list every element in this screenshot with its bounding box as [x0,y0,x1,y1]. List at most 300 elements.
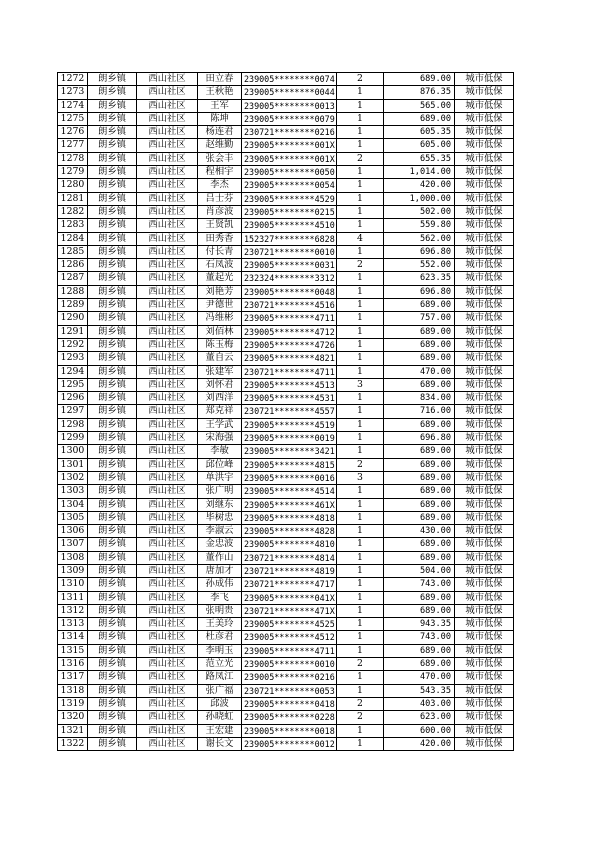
community-cell: 西山社区 [137,644,198,657]
name-cell: 王学武 [198,418,242,431]
amount-cell: 600.00 [384,724,455,737]
table-row [58,73,514,86]
id-number-cell: 152327********6828 [242,232,337,245]
id-number-cell: 230721********471X [242,604,337,617]
amount-cell: 696.80 [384,245,455,258]
household-size-cell: 1 [337,551,384,564]
table-row [58,179,514,192]
table-row [58,365,514,378]
amount-cell: 943.35 [384,618,455,631]
table-row [58,299,514,312]
category-cell: 城市低保 [455,684,514,697]
id-number-cell: 239005********4531 [242,392,337,405]
community-cell: 西山社区 [137,205,198,218]
town-cell: 朗乡镇 [88,432,137,445]
category-cell: 城市低保 [455,205,514,218]
town-cell: 朗乡镇 [88,578,137,591]
community-cell: 西山社区 [137,365,198,378]
category-cell: 城市低保 [455,711,514,724]
household-size-cell: 1 [337,272,384,285]
table-row [58,245,514,258]
town-cell: 朗乡镇 [88,205,137,218]
category-cell: 城市低保 [455,365,514,378]
name-cell: 刘怀君 [198,378,242,391]
row-number-cell: 1306 [58,525,88,538]
id-number-cell: 230721********4516 [242,299,337,312]
household-size-cell: 2 [337,259,384,272]
id-number-cell: 239005********4712 [242,325,337,338]
town-cell: 朗乡镇 [88,272,137,285]
household-size-cell: 1 [337,485,384,498]
name-cell: 董自云 [198,352,242,365]
name-cell: 尹德世 [198,299,242,312]
id-number-cell: 239005********3421 [242,445,337,458]
row-number-cell: 1283 [58,219,88,232]
table-row [58,471,514,484]
row-number-cell: 1302 [58,471,88,484]
amount-cell: 689.00 [384,538,455,551]
town-cell: 朗乡镇 [88,338,137,351]
community-cell: 西山社区 [137,432,198,445]
community-cell: 西山社区 [137,299,198,312]
category-cell: 城市低保 [455,352,514,365]
table-row [58,631,514,644]
category-cell: 城市低保 [455,432,514,445]
table-row [58,312,514,325]
amount-cell: 403.00 [384,697,455,710]
town-cell: 朗乡镇 [88,618,137,631]
id-number-cell: 239005********4815 [242,458,337,471]
row-number-cell: 1317 [58,671,88,684]
household-size-cell: 1 [337,86,384,99]
row-number-cell: 1322 [58,737,88,750]
category-cell: 城市低保 [455,73,514,86]
name-cell: 范立光 [198,658,242,671]
table-row [58,405,514,418]
household-size-cell: 3 [337,378,384,391]
row-number-cell: 1273 [58,86,88,99]
household-size-cell: 2 [337,711,384,724]
id-number-cell: 239005********4828 [242,525,337,538]
household-size-cell: 1 [337,405,384,418]
amount-cell: 689.00 [384,73,455,86]
id-number-cell: 239005********0018 [242,724,337,737]
row-number-cell: 1285 [58,245,88,258]
household-size-cell: 2 [337,458,384,471]
household-size-cell: 1 [337,126,384,139]
community-cell: 西山社区 [137,538,198,551]
row-number-cell: 1303 [58,485,88,498]
table-row [58,511,514,524]
category-cell: 城市低保 [455,126,514,139]
town-cell: 朗乡镇 [88,299,137,312]
category-cell: 城市低保 [455,139,514,152]
category-cell: 城市低保 [455,511,514,524]
id-number-cell: 239005********4711 [242,312,337,325]
id-number-cell: 230721********0216 [242,126,337,139]
amount-cell: 834.00 [384,392,455,405]
amount-cell: 689.00 [384,511,455,524]
row-number-cell: 1297 [58,405,88,418]
community-cell: 西山社区 [137,166,198,179]
town-cell: 朗乡镇 [88,604,137,617]
category-cell: 城市低保 [455,418,514,431]
row-number-cell: 1298 [58,418,88,431]
table-row [58,737,514,750]
town-cell: 朗乡镇 [88,285,137,298]
amount-cell: 876.35 [384,86,455,99]
town-cell: 朗乡镇 [88,724,137,737]
town-cell: 朗乡镇 [88,73,137,86]
id-number-cell: 230721********4717 [242,578,337,591]
town-cell: 朗乡镇 [88,325,137,338]
name-cell: 冯维彬 [198,312,242,325]
name-cell: 刘西洋 [198,392,242,405]
table-row [58,432,514,445]
town-cell: 朗乡镇 [88,711,137,724]
household-size-cell: 1 [337,325,384,338]
id-number-cell: 239005********0013 [242,99,337,112]
category-cell: 城市低保 [455,697,514,710]
id-number-cell: 239005********4512 [242,631,337,644]
community-cell: 西山社区 [137,551,198,564]
name-cell: 张会丰 [198,152,242,165]
name-cell: 张广明 [198,485,242,498]
community-cell: 西山社区 [137,99,198,112]
row-number-cell: 1287 [58,272,88,285]
category-cell: 城市低保 [455,604,514,617]
household-size-cell: 1 [337,631,384,644]
household-size-cell: 1 [337,285,384,298]
town-cell: 朗乡镇 [88,152,137,165]
amount-cell: 689.00 [384,458,455,471]
row-number-cell: 1305 [58,511,88,524]
table-row [58,232,514,245]
name-cell: 杨连君 [198,126,242,139]
name-cell: 田立春 [198,73,242,86]
table-row [58,166,514,179]
name-cell: 李敏 [198,445,242,458]
category-cell: 城市低保 [455,658,514,671]
amount-cell: 743.00 [384,578,455,591]
table-row [58,578,514,591]
household-size-cell: 1 [337,604,384,617]
household-size-cell: 1 [337,498,384,511]
town-cell: 朗乡镇 [88,232,137,245]
town-cell: 朗乡镇 [88,99,137,112]
name-cell: 路凤江 [198,671,242,684]
table-row [58,86,514,99]
town-cell: 朗乡镇 [88,538,137,551]
community-cell: 西山社区 [137,245,198,258]
category-cell: 城市低保 [455,458,514,471]
town-cell: 朗乡镇 [88,458,137,471]
id-number-cell: 239005********0010 [242,658,337,671]
community-cell: 西山社区 [137,737,198,750]
category-cell: 城市低保 [455,445,514,458]
row-number-cell: 1318 [58,684,88,697]
name-cell: 单洪宇 [198,471,242,484]
name-cell: 赵维勤 [198,139,242,152]
town-cell: 朗乡镇 [88,166,137,179]
row-number-cell: 1275 [58,112,88,125]
category-cell: 城市低保 [455,338,514,351]
household-size-cell: 4 [337,232,384,245]
row-number-cell: 1274 [58,99,88,112]
amount-cell: 689.00 [384,604,455,617]
community-cell: 西山社区 [137,671,198,684]
category-cell: 城市低保 [455,551,514,564]
category-cell: 城市低保 [455,405,514,418]
town-cell: 朗乡镇 [88,112,137,125]
table-row [58,591,514,604]
id-number-cell: 239005********0228 [242,711,337,724]
id-number-cell: 239005********4519 [242,418,337,431]
table-row [58,392,514,405]
table-row [58,711,514,724]
amount-cell: 689.00 [384,644,455,657]
row-number-cell: 1311 [58,591,88,604]
id-number-cell: 239005********4821 [242,352,337,365]
community-cell: 西山社区 [137,618,198,631]
table-row [58,205,514,218]
community-cell: 西山社区 [137,126,198,139]
name-cell: 肖彦波 [198,205,242,218]
row-number-cell: 1299 [58,432,88,445]
amount-cell: 420.00 [384,737,455,750]
table-row [58,445,514,458]
amount-cell: 623.00 [384,711,455,724]
town-cell: 朗乡镇 [88,259,137,272]
name-cell: 田秀香 [198,232,242,245]
amount-cell: 689.00 [384,498,455,511]
household-size-cell: 1 [337,245,384,258]
household-size-cell: 3 [337,471,384,484]
amount-cell: 562.00 [384,232,455,245]
category-cell: 城市低保 [455,671,514,684]
id-number-cell: 232324********3312 [242,272,337,285]
town-cell: 朗乡镇 [88,591,137,604]
community-cell: 西山社区 [137,471,198,484]
town-cell: 朗乡镇 [88,405,137,418]
town-cell: 朗乡镇 [88,245,137,258]
community-cell: 西山社区 [137,73,198,86]
table-row [58,152,514,165]
name-cell: 孙晓虹 [198,711,242,724]
name-cell: 李飞 [198,591,242,604]
amount-cell: 470.00 [384,671,455,684]
amount-cell: 559.80 [384,219,455,232]
row-number-cell: 1315 [58,644,88,657]
id-number-cell: 230721********4711 [242,365,337,378]
household-size-cell: 1 [337,338,384,351]
community-cell: 西山社区 [137,684,198,697]
table-row [58,485,514,498]
id-number-cell: 239005********0074 [242,73,337,86]
category-cell: 城市低保 [455,219,514,232]
table-row [58,272,514,285]
community-cell: 西山社区 [137,86,198,99]
id-number-cell: 239005********4513 [242,378,337,391]
id-number-cell: 239005********4510 [242,219,337,232]
amount-cell: 689.00 [384,591,455,604]
amount-cell: 470.00 [384,365,455,378]
community-cell: 西山社区 [137,392,198,405]
amount-cell: 504.00 [384,564,455,577]
row-number-cell: 1314 [58,631,88,644]
household-size-cell: 2 [337,73,384,86]
name-cell: 李淑云 [198,525,242,538]
id-number-cell: 239005********0215 [242,205,337,218]
town-cell: 朗乡镇 [88,219,137,232]
household-size-cell: 1 [337,352,384,365]
table-row [58,697,514,710]
name-cell: 宋海强 [198,432,242,445]
town-cell: 朗乡镇 [88,365,137,378]
town-cell: 朗乡镇 [88,418,137,431]
table-row [58,458,514,471]
household-size-cell: 1 [337,139,384,152]
id-number-cell: 239005********0012 [242,737,337,750]
name-cell: 李明玉 [198,644,242,657]
community-cell: 西山社区 [137,525,198,538]
amount-cell: 605.35 [384,126,455,139]
id-number-cell: 239005********0216 [242,671,337,684]
table-row [58,418,514,431]
id-number-cell: 239005********4810 [242,538,337,551]
town-cell: 朗乡镇 [88,525,137,538]
category-cell: 城市低保 [455,485,514,498]
category-cell: 城市低保 [455,644,514,657]
household-size-cell: 1 [337,684,384,697]
row-number-cell: 1294 [58,365,88,378]
id-number-cell: 239005********0019 [242,432,337,445]
table-row [58,378,514,391]
community-cell: 西山社区 [137,152,198,165]
household-size-cell: 2 [337,152,384,165]
household-size-cell: 1 [337,525,384,538]
category-cell: 城市低保 [455,285,514,298]
name-cell: 陈玉梅 [198,338,242,351]
id-number-cell: 230721********4814 [242,551,337,564]
name-cell: 董起光 [198,272,242,285]
name-cell: 董作山 [198,551,242,564]
household-size-cell: 1 [337,511,384,524]
amount-cell: 696.80 [384,432,455,445]
household-size-cell: 2 [337,658,384,671]
community-cell: 西山社区 [137,511,198,524]
town-cell: 朗乡镇 [88,312,137,325]
table-row [58,352,514,365]
community-cell: 西山社区 [137,711,198,724]
table-row [58,564,514,577]
id-number-cell: 230721********4557 [242,405,337,418]
amount-cell: 430.00 [384,525,455,538]
household-size-cell: 1 [337,644,384,657]
id-number-cell: 239005********0079 [242,112,337,125]
id-number-cell: 239005********0418 [242,697,337,710]
community-cell: 西山社区 [137,312,198,325]
table-row [58,551,514,564]
category-cell: 城市低保 [455,631,514,644]
row-number-cell: 1312 [58,604,88,617]
name-cell: 邱波 [198,697,242,710]
category-cell: 城市低保 [455,471,514,484]
row-number-cell: 1290 [58,312,88,325]
row-number-cell: 1288 [58,285,88,298]
community-cell: 西山社区 [137,564,198,577]
category-cell: 城市低保 [455,618,514,631]
category-cell: 城市低保 [455,392,514,405]
row-number-cell: 1291 [58,325,88,338]
row-number-cell: 1277 [58,139,88,152]
id-number-cell: 239005********4726 [242,338,337,351]
community-cell: 西山社区 [137,232,198,245]
name-cell: 张广福 [198,684,242,697]
town-cell: 朗乡镇 [88,684,137,697]
table-body [58,73,514,751]
town-cell: 朗乡镇 [88,392,137,405]
table-row [58,338,514,351]
name-cell: 唐加才 [198,564,242,577]
id-number-cell: 239005********4529 [242,192,337,205]
row-number-cell: 1272 [58,73,88,86]
amount-cell: 605.00 [384,139,455,152]
community-cell: 西山社区 [137,192,198,205]
table-row [58,671,514,684]
name-cell: 吕士芬 [198,192,242,205]
household-size-cell: 1 [337,179,384,192]
name-cell: 谢长文 [198,737,242,750]
town-cell: 朗乡镇 [88,445,137,458]
town-cell: 朗乡镇 [88,631,137,644]
community-cell: 西山社区 [137,458,198,471]
amount-cell: 689.00 [384,485,455,498]
id-number-cell: 230721********0010 [242,245,337,258]
household-size-cell: 1 [337,445,384,458]
table-row [58,99,514,112]
category-cell: 城市低保 [455,245,514,258]
name-cell: 刘艳芳 [198,285,242,298]
community-cell: 西山社区 [137,578,198,591]
amount-cell: 689.00 [384,418,455,431]
category-cell: 城市低保 [455,325,514,338]
id-number-cell: 239005********0054 [242,179,337,192]
name-cell: 程相宇 [198,166,242,179]
name-cell: 王秋艳 [198,86,242,99]
id-number-cell: 239005********0048 [242,285,337,298]
community-cell: 西山社区 [137,338,198,351]
category-cell: 城市低保 [455,299,514,312]
community-cell: 西山社区 [137,179,198,192]
amount-cell: 552.00 [384,259,455,272]
table-row [58,658,514,671]
row-number-cell: 1278 [58,152,88,165]
table-row [58,538,514,551]
category-cell: 城市低保 [455,378,514,391]
table-row [58,126,514,139]
category-cell: 城市低保 [455,312,514,325]
id-number-cell: 239005********0031 [242,259,337,272]
household-size-cell: 1 [337,99,384,112]
amount-cell: 689.00 [384,658,455,671]
household-size-cell: 1 [337,564,384,577]
name-cell: 毕树忠 [198,511,242,524]
town-cell: 朗乡镇 [88,498,137,511]
row-number-cell: 1293 [58,352,88,365]
table-row [58,604,514,617]
name-cell: 邱位峰 [198,458,242,471]
